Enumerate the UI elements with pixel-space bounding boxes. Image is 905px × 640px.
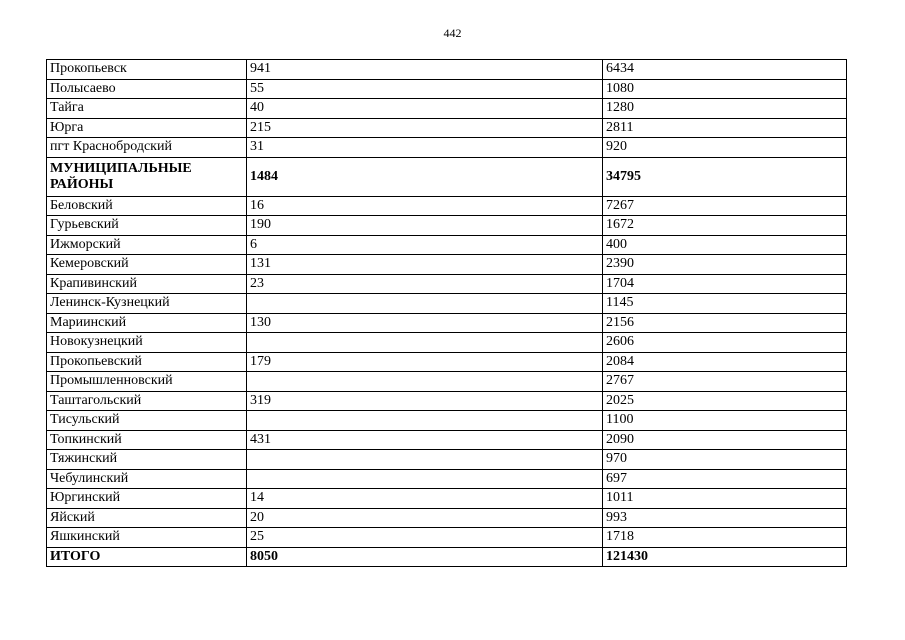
district-name-cell: Ижморский <box>47 235 247 255</box>
data-table <box>46 59 847 567</box>
table-row <box>47 79 847 99</box>
value-cell: 941 <box>247 60 603 80</box>
section-header-row <box>47 157 847 196</box>
table-row <box>47 489 847 509</box>
value-cell <box>247 450 603 470</box>
table-row <box>47 294 847 314</box>
table-row <box>47 216 847 236</box>
value-cell: 23 <box>247 274 603 294</box>
value-cell: 400 <box>603 235 847 255</box>
district-name-cell: Прокопьевск <box>47 60 247 80</box>
value-cell: 215 <box>247 118 603 138</box>
value-cell: 970 <box>603 450 847 470</box>
district-name-cell: Полысаево <box>47 79 247 99</box>
table-row <box>47 450 847 470</box>
value-cell: 1011 <box>603 489 847 509</box>
value-cell: 431 <box>247 430 603 450</box>
value-cell: 2084 <box>603 352 847 372</box>
district-name-cell: Гурьевский <box>47 216 247 236</box>
value-cell: 1718 <box>603 528 847 548</box>
district-name-cell: Мариинский <box>47 313 247 333</box>
table-row <box>47 196 847 216</box>
value-cell: 2767 <box>603 372 847 392</box>
total-value-cell: 8050 <box>247 547 603 567</box>
district-name-cell: Новокузнецкий <box>47 333 247 353</box>
value-cell: 7267 <box>603 196 847 216</box>
value-cell: 190 <box>247 216 603 236</box>
table-row <box>47 99 847 119</box>
value-cell: 179 <box>247 352 603 372</box>
district-name-cell: пгт Краснобродский <box>47 138 247 158</box>
value-cell: 20 <box>247 508 603 528</box>
total-label-cell: ИТОГО <box>47 547 247 567</box>
value-cell: 6 <box>247 235 603 255</box>
value-cell: 2390 <box>603 255 847 275</box>
table-row <box>47 508 847 528</box>
total-value-cell: 121430 <box>603 547 847 567</box>
value-cell: 2606 <box>603 333 847 353</box>
value-cell: 920 <box>603 138 847 158</box>
district-name-cell: Тайга <box>47 99 247 119</box>
table-row <box>47 430 847 450</box>
table-row <box>47 118 847 138</box>
table-row <box>47 411 847 431</box>
table-row <box>47 352 847 372</box>
value-cell <box>247 469 603 489</box>
district-name-cell: Топкинский <box>47 430 247 450</box>
district-name-cell: Чебулинский <box>47 469 247 489</box>
section-total-cell: 34795 <box>603 157 847 196</box>
value-cell: 25 <box>247 528 603 548</box>
value-cell <box>247 372 603 392</box>
value-cell: 993 <box>603 508 847 528</box>
value-cell: 2156 <box>603 313 847 333</box>
value-cell: 1280 <box>603 99 847 119</box>
value-cell: 1080 <box>603 79 847 99</box>
table-row <box>47 333 847 353</box>
value-cell <box>247 294 603 314</box>
district-name-cell: Крапивинский <box>47 274 247 294</box>
table-row <box>47 313 847 333</box>
district-name-cell: Прокопьевский <box>47 352 247 372</box>
total-row <box>47 547 847 567</box>
table-row <box>47 60 847 80</box>
district-name-cell: Яйский <box>47 508 247 528</box>
value-cell: 16 <box>247 196 603 216</box>
district-name-cell: Промышленновский <box>47 372 247 392</box>
value-cell: 55 <box>247 79 603 99</box>
section-name-cell: МУНИЦИПАЛЬНЫЕ РАЙОНЫ <box>47 157 247 196</box>
table-row <box>47 274 847 294</box>
value-cell: 2090 <box>603 430 847 450</box>
table-row <box>47 255 847 275</box>
value-cell: 40 <box>247 99 603 119</box>
value-cell: 2025 <box>603 391 847 411</box>
value-cell: 1100 <box>603 411 847 431</box>
page-number: 442 <box>443 26 462 40</box>
table-row <box>47 391 847 411</box>
table-row <box>47 235 847 255</box>
table-row <box>47 528 847 548</box>
value-cell: 1704 <box>603 274 847 294</box>
value-cell: 131 <box>247 255 603 275</box>
district-name-cell: Тяжинский <box>47 450 247 470</box>
value-cell: 697 <box>603 469 847 489</box>
value-cell: 2811 <box>603 118 847 138</box>
value-cell: 130 <box>247 313 603 333</box>
value-cell <box>247 411 603 431</box>
value-cell: 1672 <box>603 216 847 236</box>
value-cell: 31 <box>247 138 603 158</box>
table-row <box>47 469 847 489</box>
district-name-cell: Кемеровский <box>47 255 247 275</box>
district-name-cell: Таштагольский <box>47 391 247 411</box>
value-cell: 319 <box>247 391 603 411</box>
section-total-cell: 1484 <box>247 157 603 196</box>
district-name-cell: Ленинск-Кузнецкий <box>47 294 247 314</box>
value-cell: 1145 <box>603 294 847 314</box>
district-name-cell: Тисульский <box>47 411 247 431</box>
value-cell: 14 <box>247 489 603 509</box>
table-row <box>47 138 847 158</box>
district-name-cell: Яшкинский <box>47 528 247 548</box>
value-cell: 6434 <box>603 60 847 80</box>
table-row <box>47 372 847 392</box>
value-cell <box>247 333 603 353</box>
district-name-cell: Юргинский <box>47 489 247 509</box>
district-name-cell: Юрга <box>47 118 247 138</box>
district-name-cell: Беловский <box>47 196 247 216</box>
